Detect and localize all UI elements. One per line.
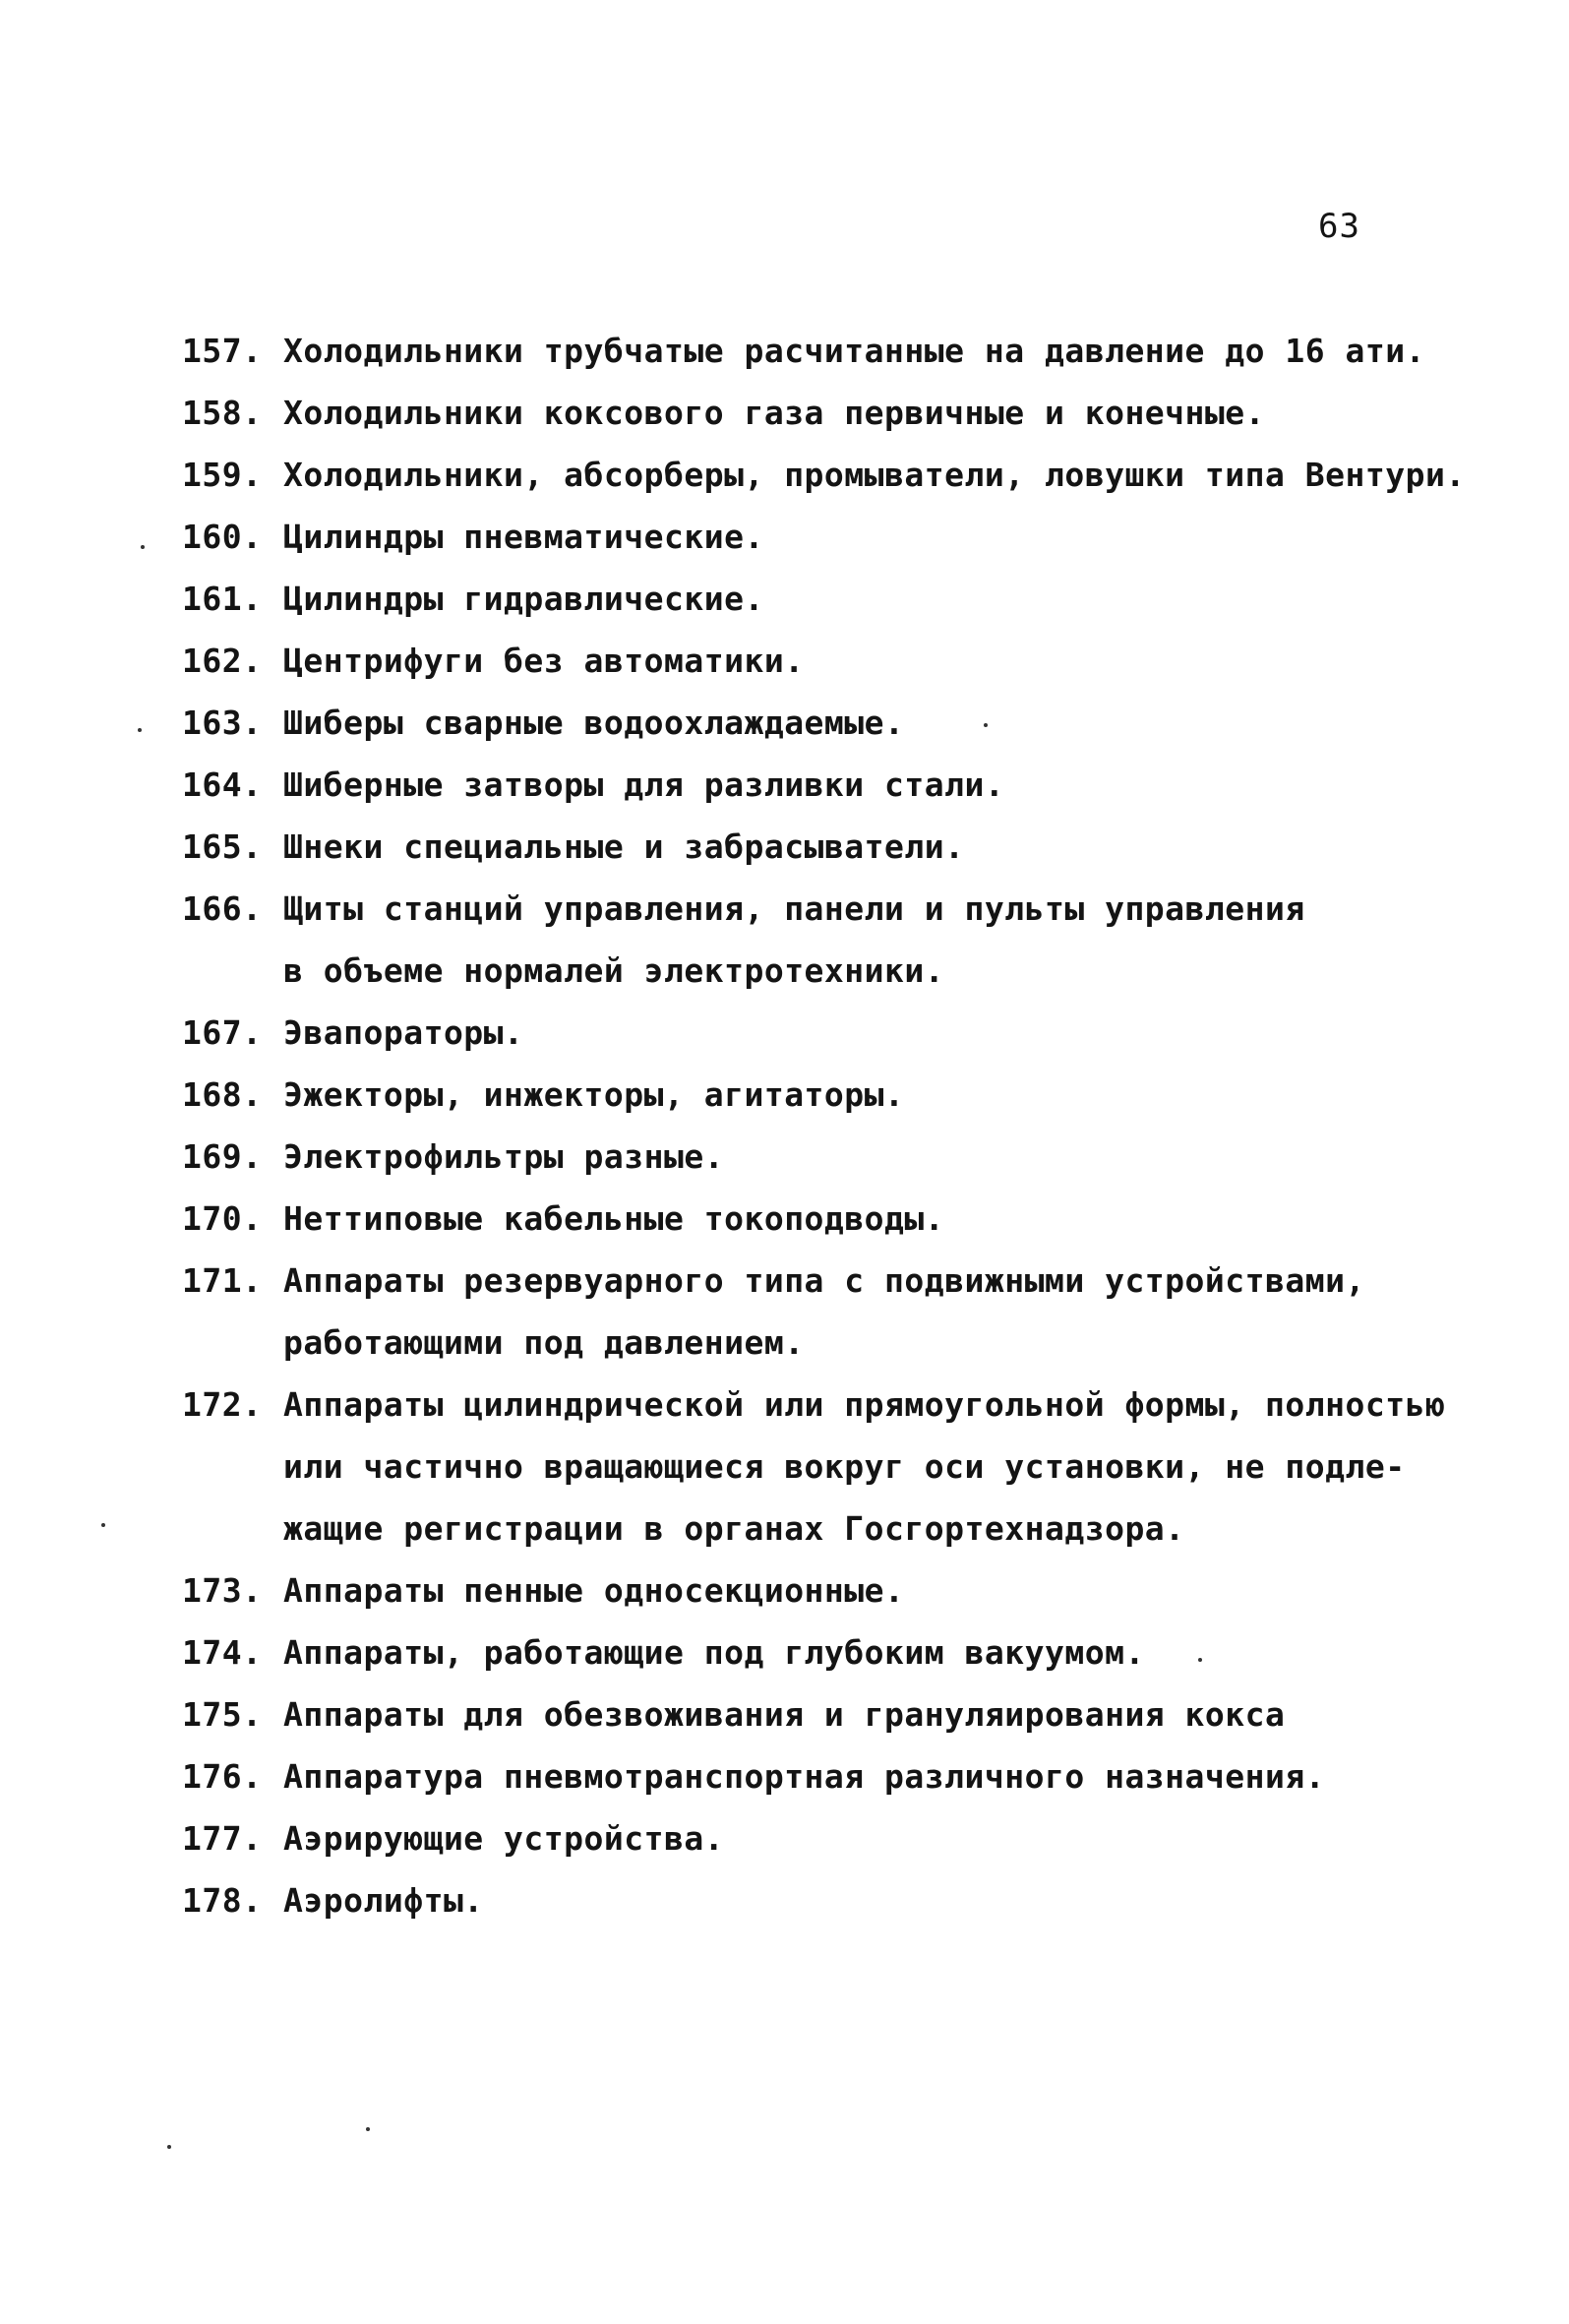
- list-item: [182, 1002, 1461, 1064]
- item-text: в объеме нормалей электротехники.: [283, 951, 945, 990]
- numbered-list: [182, 320, 1466, 1931]
- item-number: 174.: [182, 1633, 263, 1672]
- list-item: [182, 1807, 1461, 1869]
- list-item: [182, 506, 1461, 568]
- list-item: [182, 878, 1461, 1002]
- list-item: [182, 1621, 1461, 1683]
- scan-speck: [1198, 1658, 1202, 1662]
- list-item: [182, 1250, 1461, 1374]
- item-text: Шиберные затворы для разливки стали.: [283, 765, 1005, 804]
- item-text: Аппараты, работающие под глубоким вакуумом.: [283, 1633, 1145, 1672]
- item-text: Шнеки специальные и забрасыватели.: [283, 827, 965, 866]
- item-text: работающими под давлением.: [283, 1323, 805, 1362]
- list-item: [182, 382, 1461, 444]
- item-text: Цилиндры гидравлические.: [283, 580, 764, 618]
- item-number: 172.: [182, 1385, 263, 1424]
- scan-speck: [984, 723, 988, 727]
- item-text: Эвапораторы.: [283, 1013, 524, 1052]
- scan-speck: [138, 728, 142, 732]
- scan-speck: [366, 2127, 370, 2131]
- item-text: Аппараты пенные односекционные.: [283, 1571, 905, 1610]
- item-text: Электрофильтры разные.: [283, 1137, 725, 1176]
- scan-speck: [141, 545, 145, 549]
- item-text: Аэрирующие устройства.: [283, 1819, 725, 1858]
- item-number: 162.: [182, 642, 263, 680]
- list-item: [182, 568, 1461, 630]
- item-text: Холодильники коксового газа первичные и конечные.: [283, 394, 1266, 432]
- item-text: Аэролифты.: [283, 1881, 484, 1920]
- item-text: Центрифуги без автоматики.: [283, 642, 805, 680]
- list-item: [182, 754, 1461, 816]
- item-number: 161.: [182, 580, 263, 618]
- scan-speck: [101, 1523, 105, 1527]
- item-text: Аппараты для обезвоживания и грануляирования кокса: [283, 1695, 1286, 1734]
- item-number: 178.: [182, 1881, 263, 1920]
- list-item: [182, 1126, 1461, 1188]
- item-number: 159.: [182, 456, 263, 494]
- item-text: Эжекторы, инжекторы, агитаторы.: [283, 1075, 905, 1114]
- item-number: 169.: [182, 1137, 263, 1176]
- item-text: Шиберы сварные водоохлаждаемые.: [283, 703, 905, 742]
- scan-speck: [167, 2145, 171, 2149]
- item-text: Аппараты резервуарного типа с подвижными устройствами,: [283, 1261, 1365, 1300]
- page-number: 63: [1318, 207, 1360, 246]
- list-item: [182, 1683, 1461, 1745]
- list-item: [182, 1745, 1461, 1807]
- list-item: [182, 1869, 1461, 1931]
- item-number: 175.: [182, 1695, 263, 1734]
- item-number: 163.: [182, 703, 263, 742]
- list-item: [182, 320, 1461, 382]
- item-number: 170.: [182, 1199, 263, 1238]
- item-text: Аппаратура пневмотранспортная различного назначения.: [283, 1757, 1326, 1796]
- item-text: Цилиндры пневматические.: [283, 518, 764, 556]
- list-item: [182, 1064, 1461, 1126]
- item-number: 173.: [182, 1571, 263, 1610]
- item-number: 167.: [182, 1013, 263, 1052]
- item-text: или частично вращающиеся вокруг оси установки, не подле-: [283, 1447, 1406, 1486]
- list-item: [182, 444, 1466, 506]
- item-text: Неттиповые кабельные токоподводы.: [283, 1199, 945, 1238]
- item-text: Холодильники, абсорберы, промыватели, ловушки типа Вентури.: [283, 456, 1466, 494]
- item-number: 168.: [182, 1075, 263, 1114]
- item-number: 157.: [182, 332, 263, 370]
- item-text: Холодильники трубчатые расчитанные на давление до 16 ати.: [283, 332, 1425, 370]
- item-number: 158.: [182, 394, 263, 432]
- list-item: [182, 816, 1461, 878]
- list-item: [182, 630, 1461, 692]
- list-item: [182, 1374, 1461, 1560]
- item-number: 171.: [182, 1261, 263, 1300]
- item-text: Щиты станций управления, панели и пульты управления: [283, 889, 1305, 928]
- item-number: 177.: [182, 1819, 263, 1858]
- item-number: 165.: [182, 827, 263, 866]
- item-text: Аппараты цилиндрической или прямоугольной формы, полностью: [283, 1385, 1446, 1424]
- list-item: [182, 692, 1461, 754]
- item-number: 160.: [182, 518, 263, 556]
- item-number: 164.: [182, 765, 263, 804]
- item-number: 176.: [182, 1757, 263, 1796]
- item-number: 166.: [182, 889, 263, 928]
- item-text: жащие регистрации в органах Госгортехнадзора.: [283, 1509, 1185, 1548]
- list-item: [182, 1560, 1461, 1621]
- list-item: [182, 1188, 1461, 1250]
